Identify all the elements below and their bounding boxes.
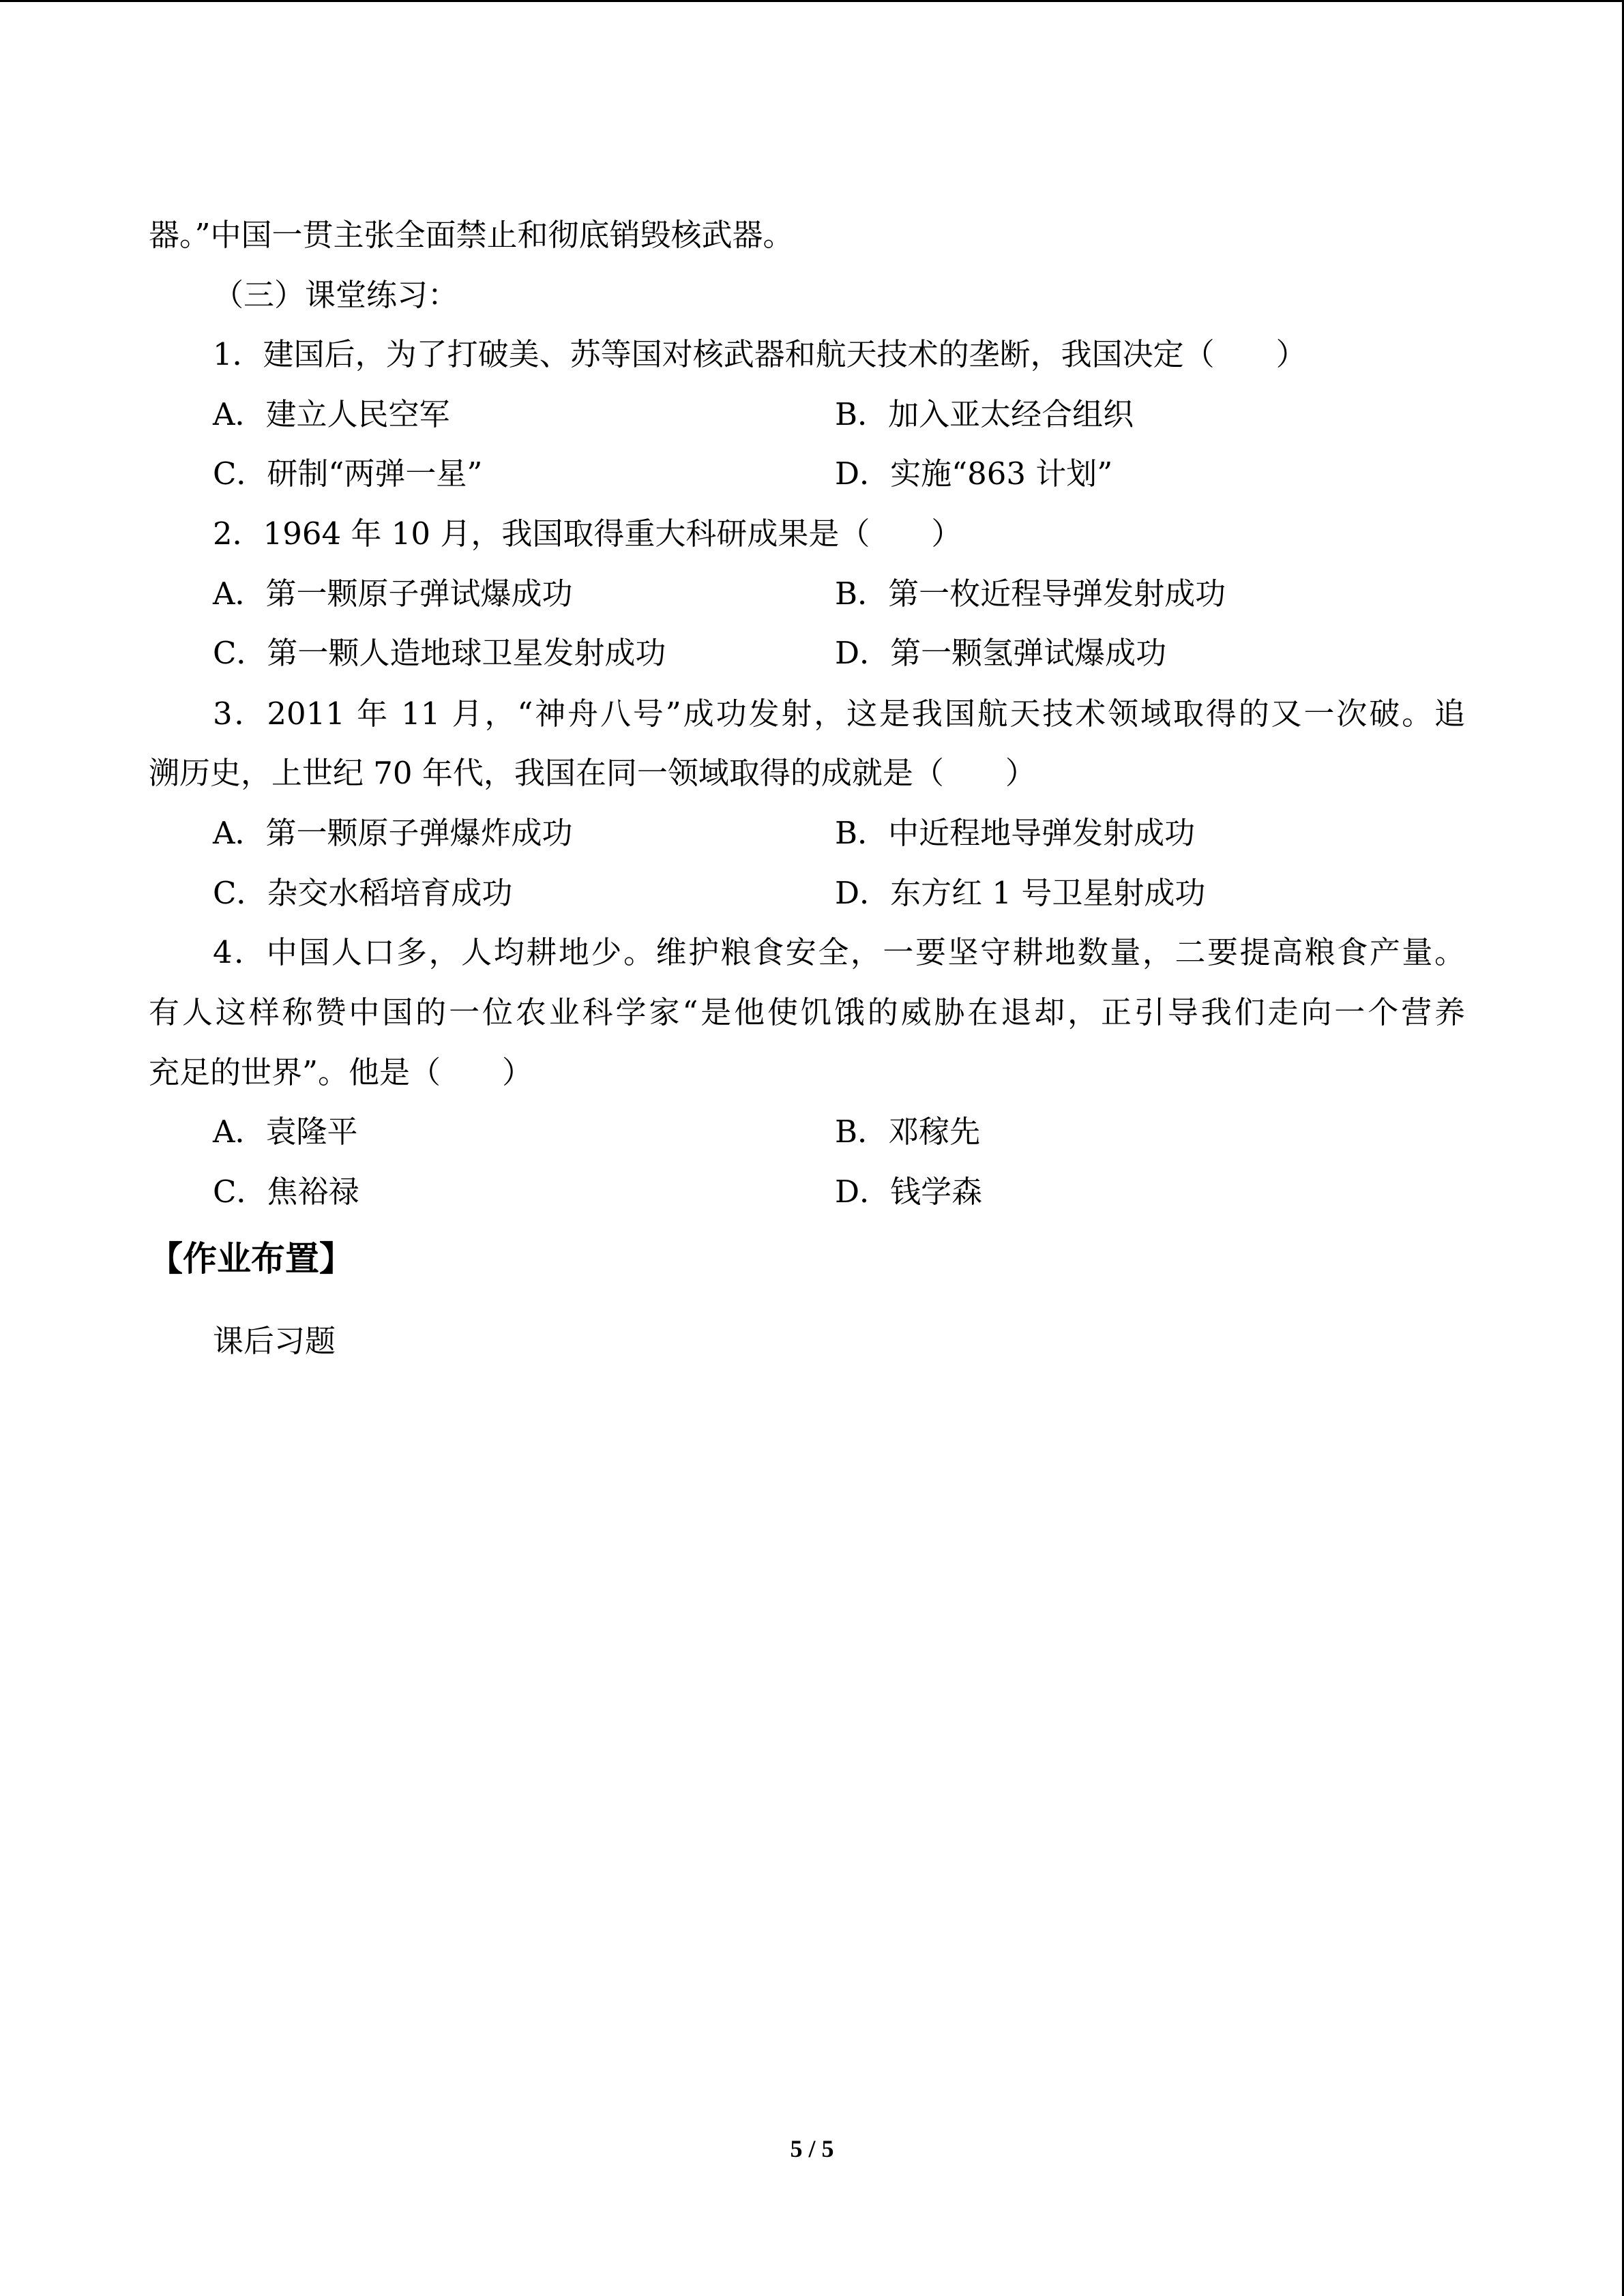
question-4-text-line-3: 充足的世界”。他是（ ） bbox=[149, 1054, 533, 1090]
section-practice-title: （三）课堂练习： bbox=[213, 277, 459, 313]
question-3-option-c: C．杂交水稻培育成功 bbox=[213, 875, 513, 911]
question-2-option-c: C．第一颗人造地球卫星发射成功 bbox=[213, 635, 666, 671]
question-2-text: 2．1964 年 10 月，我国取得重大科研成果是（ ） bbox=[213, 516, 962, 552]
question-1-option-a: A．建立人民空军 bbox=[213, 396, 450, 432]
question-1-option-c: C．研制“两弹一星” bbox=[213, 456, 483, 492]
question-1-option-d: D．实施“863 计划” bbox=[835, 456, 1113, 492]
question-1-text: 1．建国后，为了打破美、苏等国对核武器和航天技术的垄断，我国决定（ ） bbox=[213, 336, 1307, 372]
homework-text: 课后习题 bbox=[213, 1323, 336, 1359]
question-3-text-line-2: 溯历史，上世纪 70 年代，我国在同一领域取得的成就是（ ） bbox=[149, 755, 1036, 791]
question-3-option-a: A．第一颗原子弹爆炸成功 bbox=[213, 815, 573, 851]
question-3-option-d: D．东方红 1 号卫星射成功 bbox=[835, 875, 1206, 911]
question-2-option-d: D．第一颗氢弹试爆成功 bbox=[835, 635, 1167, 671]
question-3-text-line-1: 3．2011 年 11 月，“神舟八号”成功发射，这是我国航天技术领域取得的又一次破。追 bbox=[213, 696, 1465, 732]
question-4-option-a: A．袁隆平 bbox=[213, 1114, 358, 1150]
question-4-option-b: B．邓稼先 bbox=[835, 1114, 981, 1150]
question-4-text-line-1: 4．中国人口多，人均耕地少。维护粮食安全，一要坚守耕地数量，二要提高粮食产量。 bbox=[213, 934, 1465, 970]
question-2-option-b: B．第一枚近程导弹发射成功 bbox=[835, 576, 1226, 612]
homework-heading: 【作业布置】 bbox=[149, 1239, 353, 1279]
question-4-option-c: C．焦裕禄 bbox=[213, 1174, 359, 1210]
question-3-option-b: B．中近程地导弹发射成功 bbox=[835, 815, 1196, 851]
page-number: 5 / 5 bbox=[790, 2135, 834, 2162]
question-2-option-a: A．第一颗原子弹试爆成功 bbox=[213, 576, 573, 612]
question-4-text-line-2: 有人这样称赞中国的一位农业科学家“是他使饥饿的威胁在退却，正引导我们走向一个营养 bbox=[149, 994, 1465, 1030]
lead-line: 器。”中国一贯主张全面禁止和彻底销毁核武器。 bbox=[149, 217, 794, 253]
question-4-option-d: D．钱学森 bbox=[835, 1174, 983, 1210]
question-1-option-b: B．加入亚太经合组织 bbox=[835, 396, 1134, 432]
